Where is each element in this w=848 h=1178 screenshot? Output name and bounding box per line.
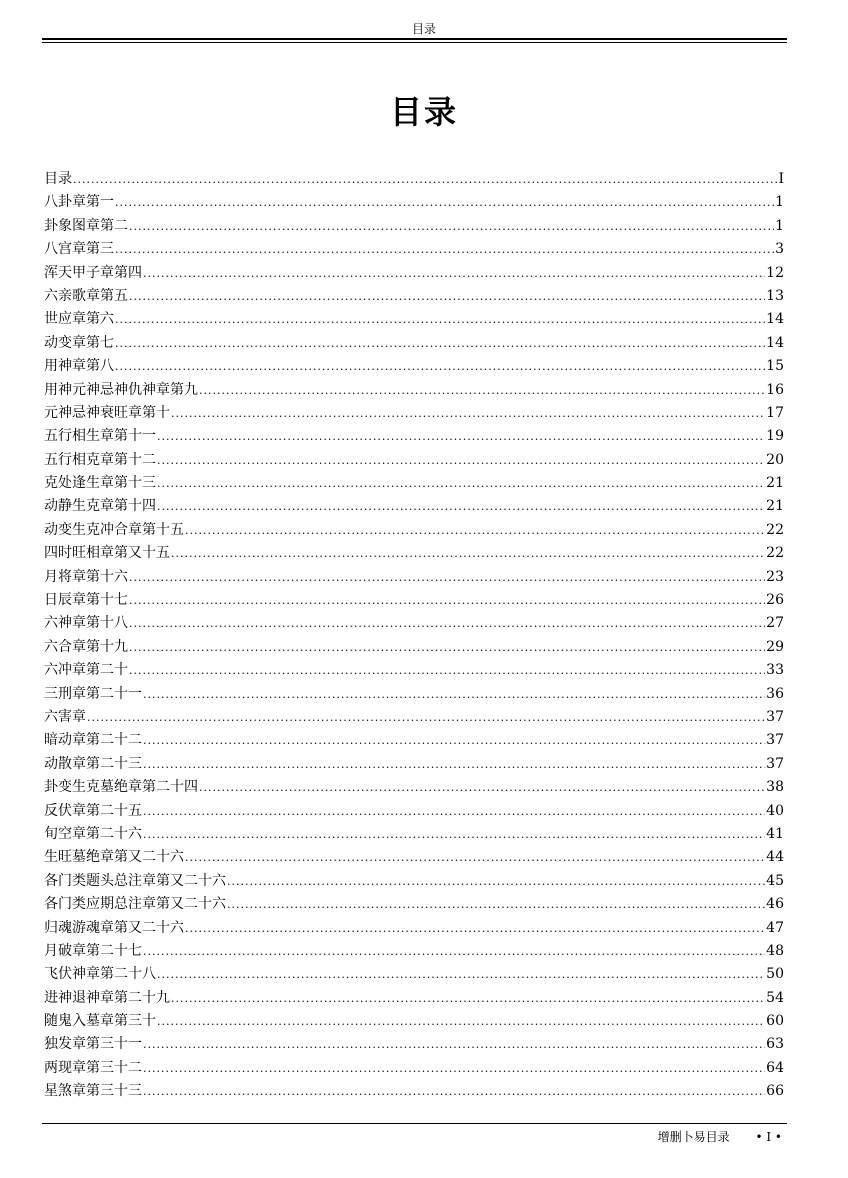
toc-dot-leader bbox=[129, 290, 765, 303]
toc-entry[interactable] bbox=[44, 729, 784, 752]
table-of-contents bbox=[44, 168, 784, 1104]
toc-dot-leader bbox=[129, 617, 765, 630]
toc-entry-page: 13 bbox=[766, 287, 784, 304]
toc-entry-label: 旬空章第二十六 bbox=[44, 825, 142, 842]
page-footer bbox=[658, 1128, 782, 1145]
toc-entry-page: 33 bbox=[766, 662, 784, 679]
toc-entry[interactable] bbox=[44, 893, 784, 916]
toc-entry-page: 17 bbox=[766, 404, 784, 421]
page-title: 目录 bbox=[389, 93, 458, 132]
toc-entry[interactable] bbox=[44, 706, 784, 729]
toc-dot-leader bbox=[157, 477, 765, 490]
toc-entry-page: 16 bbox=[766, 381, 784, 398]
toc-dot-leader bbox=[199, 781, 765, 794]
toc-entry[interactable] bbox=[44, 753, 784, 776]
toc-entry-label: 月将章第十六 bbox=[44, 568, 128, 585]
toc-entry-label: 六害章 bbox=[44, 708, 86, 725]
toc-dot-leader bbox=[157, 1015, 765, 1028]
toc-entry[interactable] bbox=[44, 1010, 784, 1033]
toc-dot-leader bbox=[129, 220, 774, 233]
toc-entry-label: 四时旺相章第又十五 bbox=[44, 545, 170, 562]
toc-entry[interactable] bbox=[44, 636, 784, 659]
toc-entry-page: 64 bbox=[766, 1059, 784, 1076]
toc-entry[interactable] bbox=[44, 963, 784, 986]
toc-entry-label: 日辰章第十七 bbox=[44, 592, 128, 609]
toc-entry-page: 37 bbox=[766, 755, 784, 772]
toc-dot-leader bbox=[157, 454, 765, 467]
toc-entry-label: 各门类应期总注章第又二十六 bbox=[44, 896, 226, 913]
toc-dot-leader bbox=[199, 384, 765, 397]
toc-dot-leader bbox=[185, 851, 765, 864]
toc-dot-leader bbox=[143, 734, 765, 747]
toc-entry[interactable] bbox=[44, 1080, 784, 1103]
footer-book-title: 增删卜易目录 bbox=[657, 1130, 730, 1144]
toc-entry-label: 元神忌神衰旺章第十 bbox=[44, 404, 170, 421]
toc-entry[interactable] bbox=[44, 1057, 784, 1080]
toc-dot-leader bbox=[115, 360, 765, 373]
toc-dot-leader bbox=[129, 594, 765, 607]
toc-entry-label: 反伏章第二十五 bbox=[44, 802, 142, 819]
toc-entry-page: 23 bbox=[766, 568, 784, 585]
toc-entry-label: 五行相生章第十一 bbox=[44, 428, 156, 445]
toc-entry-page: 3 bbox=[775, 241, 784, 258]
toc-entry[interactable] bbox=[44, 191, 784, 214]
toc-entry[interactable] bbox=[44, 800, 784, 823]
toc-entry-label: 用神章第八 bbox=[44, 358, 114, 375]
toc-dot-leader bbox=[143, 1085, 765, 1098]
toc-dot-leader bbox=[157, 430, 765, 443]
toc-dot-leader bbox=[185, 922, 765, 935]
toc-entry-label: 八卦章第一 bbox=[44, 194, 114, 211]
toc-entry-label: 飞伏神章第二十八 bbox=[44, 966, 156, 983]
toc-entry[interactable] bbox=[44, 542, 784, 565]
toc-entry-page: 37 bbox=[766, 708, 784, 725]
toc-entry-page: 47 bbox=[766, 919, 784, 936]
toc-entry-label: 六亲歌章第五 bbox=[44, 287, 128, 304]
toc-dot-leader bbox=[143, 1062, 765, 1075]
toc-entry-page: 27 bbox=[766, 615, 784, 632]
toc-entry-page: 14 bbox=[766, 334, 784, 351]
toc-entry-page: 1 bbox=[775, 217, 784, 234]
toc-entry-label: 六冲章第二十 bbox=[44, 662, 128, 679]
toc-entry[interactable] bbox=[44, 612, 784, 635]
toc-entry-label: 世应章第六 bbox=[44, 311, 114, 328]
toc-entry[interactable] bbox=[44, 566, 784, 589]
toc-entry-page: 1 bbox=[775, 194, 784, 211]
toc-entry-page: 14 bbox=[766, 311, 784, 328]
toc-entry[interactable] bbox=[44, 519, 784, 542]
toc-entry-page: 54 bbox=[766, 989, 784, 1006]
toc-entry[interactable] bbox=[44, 262, 784, 285]
toc-entry[interactable] bbox=[44, 987, 784, 1010]
toc-dot-leader bbox=[87, 711, 765, 724]
toc-entry-label: 独发章第三十一 bbox=[44, 1036, 142, 1053]
toc-dot-leader bbox=[115, 313, 765, 326]
toc-entry-label: 六神章第十八 bbox=[44, 615, 128, 632]
toc-entry[interactable] bbox=[44, 402, 784, 425]
toc-entry-page: 41 bbox=[766, 825, 784, 842]
toc-entry-label: 浑天甲子章第四 bbox=[44, 264, 142, 281]
toc-entry-page: 20 bbox=[766, 451, 784, 468]
toc-entry-page: 21 bbox=[766, 475, 784, 492]
toc-entry-page: 60 bbox=[766, 1013, 784, 1030]
toc-entry-label: 动静生克章第十四 bbox=[44, 498, 156, 515]
toc-entry[interactable] bbox=[44, 379, 784, 402]
toc-entry-page: 38 bbox=[766, 779, 784, 796]
toc-entry-page: 50 bbox=[766, 966, 784, 983]
toc-entry-label: 两现章第三十二 bbox=[44, 1059, 142, 1076]
toc-dot-leader bbox=[227, 898, 765, 911]
toc-entry-page: 29 bbox=[766, 638, 784, 655]
toc-entry-page: 12 bbox=[766, 264, 784, 281]
toc-dot-leader bbox=[115, 243, 774, 256]
toc-dot-leader bbox=[143, 945, 765, 958]
toc-entry-label: 星煞章第三十三 bbox=[44, 1083, 142, 1100]
toc-entry[interactable] bbox=[44, 472, 784, 495]
toc-entry-page: 15 bbox=[766, 358, 784, 375]
toc-entry-label: 八宫章第三 bbox=[44, 241, 114, 258]
toc-entry-label: 卦象图章第二 bbox=[44, 217, 128, 234]
toc-dot-leader bbox=[157, 500, 765, 513]
toc-entry[interactable] bbox=[44, 332, 784, 355]
toc-entry[interactable] bbox=[44, 238, 784, 261]
toc-dot-leader bbox=[227, 875, 765, 888]
toc-entry[interactable] bbox=[44, 449, 784, 472]
toc-dot-leader bbox=[171, 992, 765, 1005]
header-rule bbox=[42, 38, 787, 40]
toc-entry-page: 21 bbox=[766, 498, 784, 515]
toc-entry[interactable] bbox=[44, 425, 784, 448]
toc-entry-label: 归魂游魂章第又二十六 bbox=[44, 919, 184, 936]
toc-entry-page: 45 bbox=[766, 872, 784, 889]
toc-entry-page: 22 bbox=[766, 521, 784, 538]
toc-entry[interactable] bbox=[44, 589, 784, 612]
toc-entry-label: 动变章第七 bbox=[44, 334, 114, 351]
toc-entry-label: 三刑章第二十一 bbox=[44, 685, 142, 702]
toc-entry-page: 26 bbox=[766, 592, 784, 609]
toc-entry[interactable] bbox=[44, 495, 784, 518]
toc-entry-label: 各门类题头总注章第又二十六 bbox=[44, 872, 226, 889]
toc-entry-page: 22 bbox=[766, 545, 784, 562]
toc-entry-page: 66 bbox=[766, 1083, 784, 1100]
toc-dot-leader bbox=[143, 805, 765, 818]
toc-entry[interactable] bbox=[44, 846, 784, 869]
toc-dot-leader bbox=[171, 547, 765, 560]
toc-entry[interactable] bbox=[44, 285, 784, 308]
footer-rule bbox=[42, 1123, 787, 1124]
toc-entry-label: 生旺墓绝章第又二十六 bbox=[44, 849, 184, 866]
toc-entry-label: 动散章第二十三 bbox=[44, 755, 142, 772]
toc-dot-leader bbox=[115, 337, 765, 350]
toc-dot-leader bbox=[143, 688, 765, 701]
toc-entry[interactable] bbox=[44, 168, 784, 191]
toc-entry-label: 克处逢生章第十三 bbox=[44, 475, 156, 492]
toc-dot-leader bbox=[73, 173, 777, 186]
toc-entry[interactable] bbox=[44, 776, 784, 799]
toc-dot-leader bbox=[143, 267, 765, 280]
toc-entry-page: 36 bbox=[766, 685, 784, 702]
toc-entry-label: 进神退神章第二十九 bbox=[44, 989, 170, 1006]
toc-entry-label: 目录 bbox=[44, 171, 72, 187]
toc-dot-leader bbox=[143, 758, 765, 771]
toc-dot-leader bbox=[185, 524, 765, 537]
toc-entry-label: 六合章第十九 bbox=[44, 638, 128, 655]
toc-dot-leader bbox=[129, 571, 765, 584]
toc-entry-label: 暗动章第二十二 bbox=[44, 732, 142, 749]
toc-dot-leader bbox=[143, 1038, 765, 1051]
toc-dot-leader bbox=[129, 664, 765, 677]
toc-entry-label: 动变生克冲合章第十五 bbox=[44, 521, 184, 538]
toc-dot-leader bbox=[171, 407, 765, 420]
toc-dot-leader bbox=[143, 828, 765, 841]
toc-entry[interactable] bbox=[44, 683, 784, 706]
footer-page-number: • I • bbox=[755, 1130, 782, 1144]
toc-entry[interactable] bbox=[44, 1033, 784, 1056]
toc-entry-page: I bbox=[778, 171, 784, 187]
toc-entry-label: 用神元神忌神仇神章第九 bbox=[44, 381, 198, 398]
header-rule-thin bbox=[42, 42, 787, 43]
toc-entry[interactable] bbox=[44, 940, 784, 963]
toc-entry[interactable] bbox=[44, 870, 784, 893]
toc-entry[interactable] bbox=[44, 308, 784, 331]
toc-entry[interactable] bbox=[44, 355, 784, 378]
toc-entry[interactable] bbox=[44, 215, 784, 238]
toc-entry-page: 63 bbox=[766, 1036, 784, 1053]
toc-entry[interactable] bbox=[44, 823, 784, 846]
toc-entry-page: 46 bbox=[766, 896, 784, 913]
toc-entry-page: 44 bbox=[766, 849, 784, 866]
toc-entry-label: 月破章第二十七 bbox=[44, 942, 142, 959]
toc-entry-page: 37 bbox=[766, 732, 784, 749]
toc-entry[interactable] bbox=[44, 917, 784, 940]
running-header: 目录 bbox=[411, 22, 436, 36]
toc-dot-leader bbox=[129, 641, 765, 654]
toc-entry[interactable] bbox=[44, 659, 784, 682]
toc-entry-label: 随鬼入墓章第三十 bbox=[44, 1013, 156, 1030]
toc-entry-page: 48 bbox=[766, 942, 784, 959]
toc-entry-label: 五行相克章第十二 bbox=[44, 451, 156, 468]
toc-entry-label: 卦变生克墓绝章第二十四 bbox=[44, 779, 198, 796]
toc-dot-leader bbox=[115, 196, 774, 209]
toc-entry-page: 19 bbox=[766, 428, 784, 445]
toc-entry-page: 40 bbox=[766, 802, 784, 819]
toc-dot-leader bbox=[157, 968, 765, 981]
